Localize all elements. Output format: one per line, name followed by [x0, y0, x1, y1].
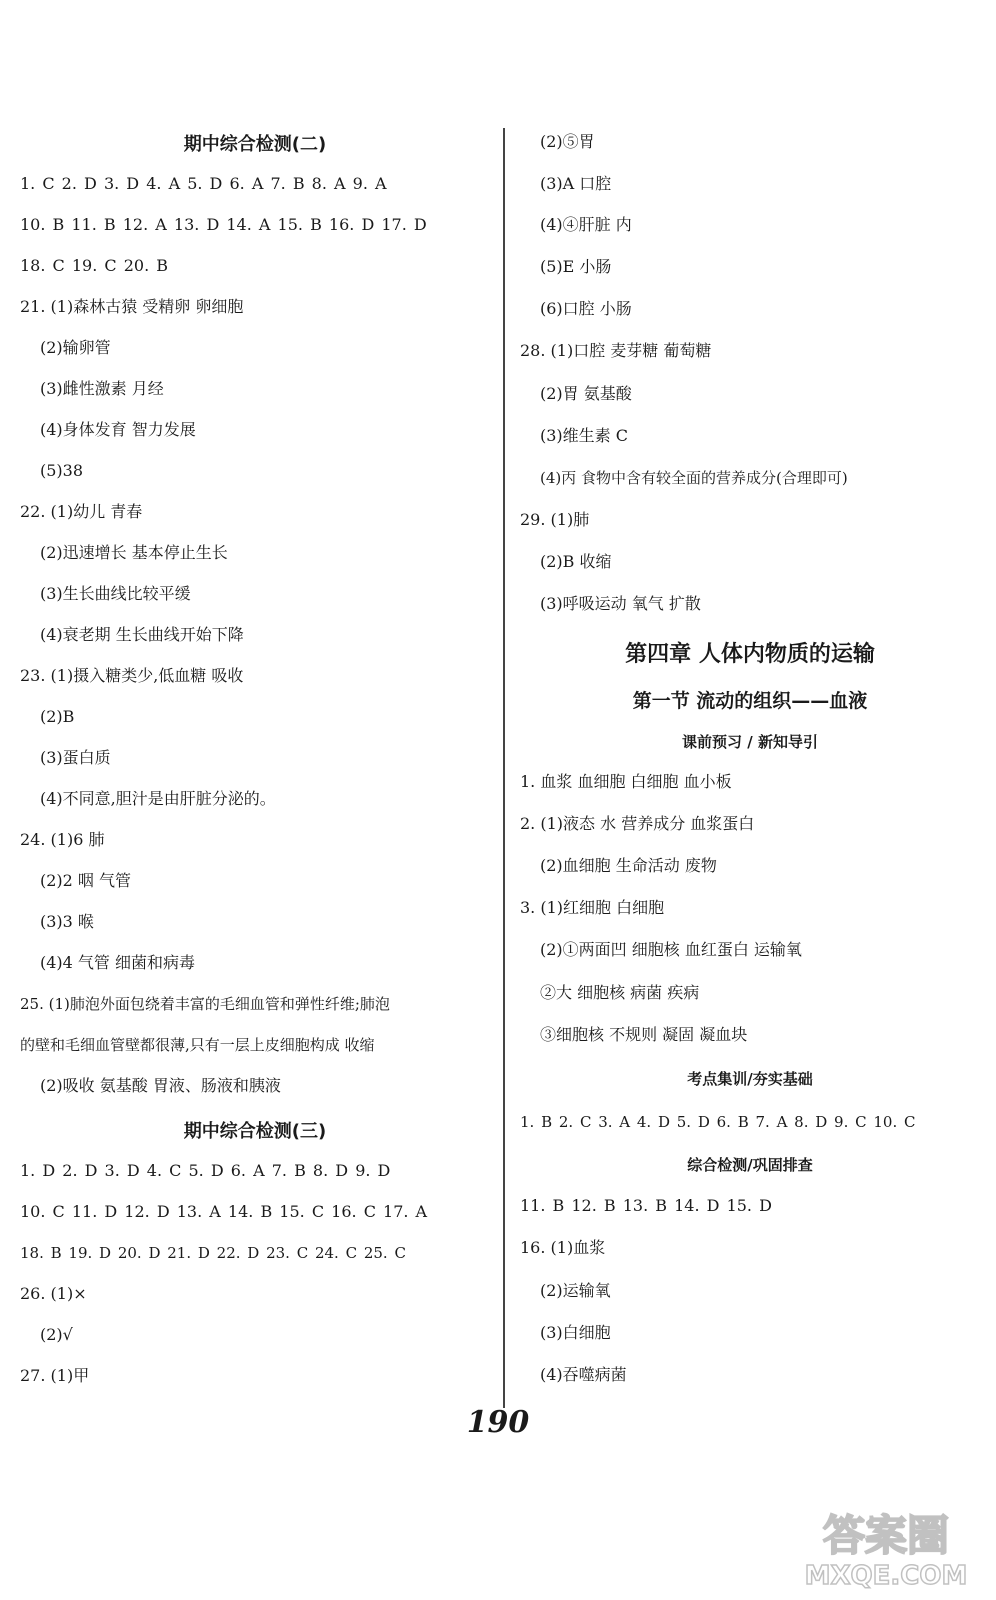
answer-line: (3)雌性激素 月经	[40, 379, 164, 398]
section-title: 第一节 流动的组织——血液	[632, 690, 868, 712]
section-title-midterm-2: 期中综合检测(二)	[183, 134, 327, 155]
chapter-title: 第四章 人体内物质的运输	[625, 642, 875, 667]
answer-line: (2)血细胞 生命活动 废物	[540, 856, 717, 875]
answer-line: (3)3 喉	[40, 912, 94, 931]
answer-line: (4)④肝脏 内	[540, 215, 632, 234]
answer-line: (3)呼吸运动 氧气 扩散	[540, 594, 701, 613]
answer-line: (2)B	[40, 707, 75, 726]
answer-line: 28. (1)口腔 麦芽糖 葡萄糖	[520, 341, 712, 360]
answer-line: (2)吸收 氨基酸 胃液、肠液和胰液	[40, 1076, 281, 1095]
answer-line: (4)丙 食物中含有较全面的营养成分(合理即可)	[540, 469, 848, 487]
answer-line: 21. (1)森林古猿 受精卵 卵细胞	[20, 297, 244, 316]
answer-line: 25. (1)肺泡外面包绕着丰富的毛细血管和弹性纤维;肺泡	[20, 995, 390, 1013]
answer-line: 3. (1)红细胞 白细胞	[520, 898, 665, 917]
subsection-title-basics: 考点集训/夯实基础	[687, 1070, 813, 1088]
answer-line: 1. 血浆 血细胞 白细胞 血小板	[520, 772, 732, 791]
answer-line: (5)E 小肠	[540, 257, 612, 276]
answer-line: (2)2 咽 气管	[40, 871, 132, 890]
answer-line: (4)不同意,胆汁是由肝脏分泌的。	[40, 789, 276, 808]
column-divider	[503, 128, 505, 1408]
answer-line: 18. C 19. C 20. B	[20, 256, 169, 275]
answer-line: 16. (1)血浆	[520, 1238, 606, 1257]
answer-line: 1. C 2. D 3. D 4. A 5. D 6. A 7. B 8. A 9. A	[20, 174, 387, 193]
answer-line: (6)口腔 小肠	[540, 299, 632, 318]
answer-line: (5)38	[40, 461, 84, 480]
answer-line: 11. B 12. B 13. B 14. D 15. D	[520, 1196, 772, 1215]
answer-line: (2)迅速增长 基本停止生长	[40, 543, 228, 562]
answer-line: (2)√	[40, 1325, 73, 1344]
answer-line: 10. C 11. D 12. D 13. A 14. B 15. C 16. C 17. A	[20, 1202, 428, 1221]
answer-line: 26. (1)×	[20, 1284, 87, 1303]
subsection-title-preview: 课前预习 / 新知导引	[682, 733, 818, 751]
answer-line: (3)生长曲线比较平缓	[40, 584, 191, 603]
answer-line: (3)白细胞	[540, 1323, 611, 1342]
answer-line: (4)衰老期 生长曲线开始下降	[40, 625, 244, 644]
page-number: 190	[466, 1405, 530, 1440]
section-title-midterm-3: 期中综合检测(三)	[183, 1121, 327, 1142]
watermark-domain: MXQE.COM	[804, 1561, 968, 1590]
answer-line: (3)蛋白质	[40, 748, 111, 767]
answer-line: 18. B 19. D 20. D 21. D 22. D 23. C 24. C 25. C	[20, 1244, 406, 1262]
answer-line: 24. (1)6 肺	[20, 830, 105, 849]
answer-line: 23. (1)摄入糖类少,低血糖 吸收	[20, 666, 244, 685]
answer-line: 10. B 11. B 12. A 13. D 14. A 15. B 16. D 17. D	[20, 215, 427, 234]
answer-line: 1. B 2. C 3. A 4. D 5. D 6. B 7. A 8. D 9. C 10. C	[520, 1113, 916, 1131]
answer-line: ②大 细胞核 病菌 疾病	[540, 983, 700, 1002]
answer-line: 22. (1)幼儿 青春	[20, 502, 143, 521]
watermark-title: 答案圈	[822, 1511, 950, 1560]
watermark-logo	[796, 1498, 976, 1590]
answer-line: (3)A 口腔	[540, 174, 612, 193]
answer-line: (4)吞噬病菌	[540, 1365, 627, 1384]
answer-line: (2)运输氧	[540, 1281, 611, 1300]
subsection-title-review: 综合检测/巩固排查	[687, 1156, 813, 1174]
answer-line: 1. D 2. D 3. D 4. C 5. D 6. A 7. B 8. D 9. D	[20, 1161, 391, 1180]
answer-line: (2)胃 氨基酸	[540, 384, 632, 403]
answer-line: 27. (1)甲	[20, 1366, 90, 1385]
answer-line: (2)B 收缩	[540, 552, 612, 571]
answer-line: (2)①两面凹 细胞核 血红蛋白 运输氧	[540, 940, 802, 959]
answer-line: (2)输卵管	[40, 338, 111, 357]
answer-line: 29. (1)肺	[520, 510, 590, 529]
answer-line: (4)4 气管 细菌和病毒	[40, 953, 196, 972]
answer-line: 2. (1)液态 水 营养成分 血浆蛋白	[520, 814, 755, 833]
answer-line: (2)⑤胃	[540, 132, 595, 151]
answer-line: 的壁和毛细血管壁都很薄,只有一层上皮细胞构成 收缩	[20, 1036, 375, 1054]
answer-line: (3)维生素 C	[540, 426, 628, 445]
answer-line: ③细胞核 不规则 凝固 凝血块	[540, 1025, 748, 1044]
answer-line: (4)身体发育 智力发展	[40, 420, 196, 439]
